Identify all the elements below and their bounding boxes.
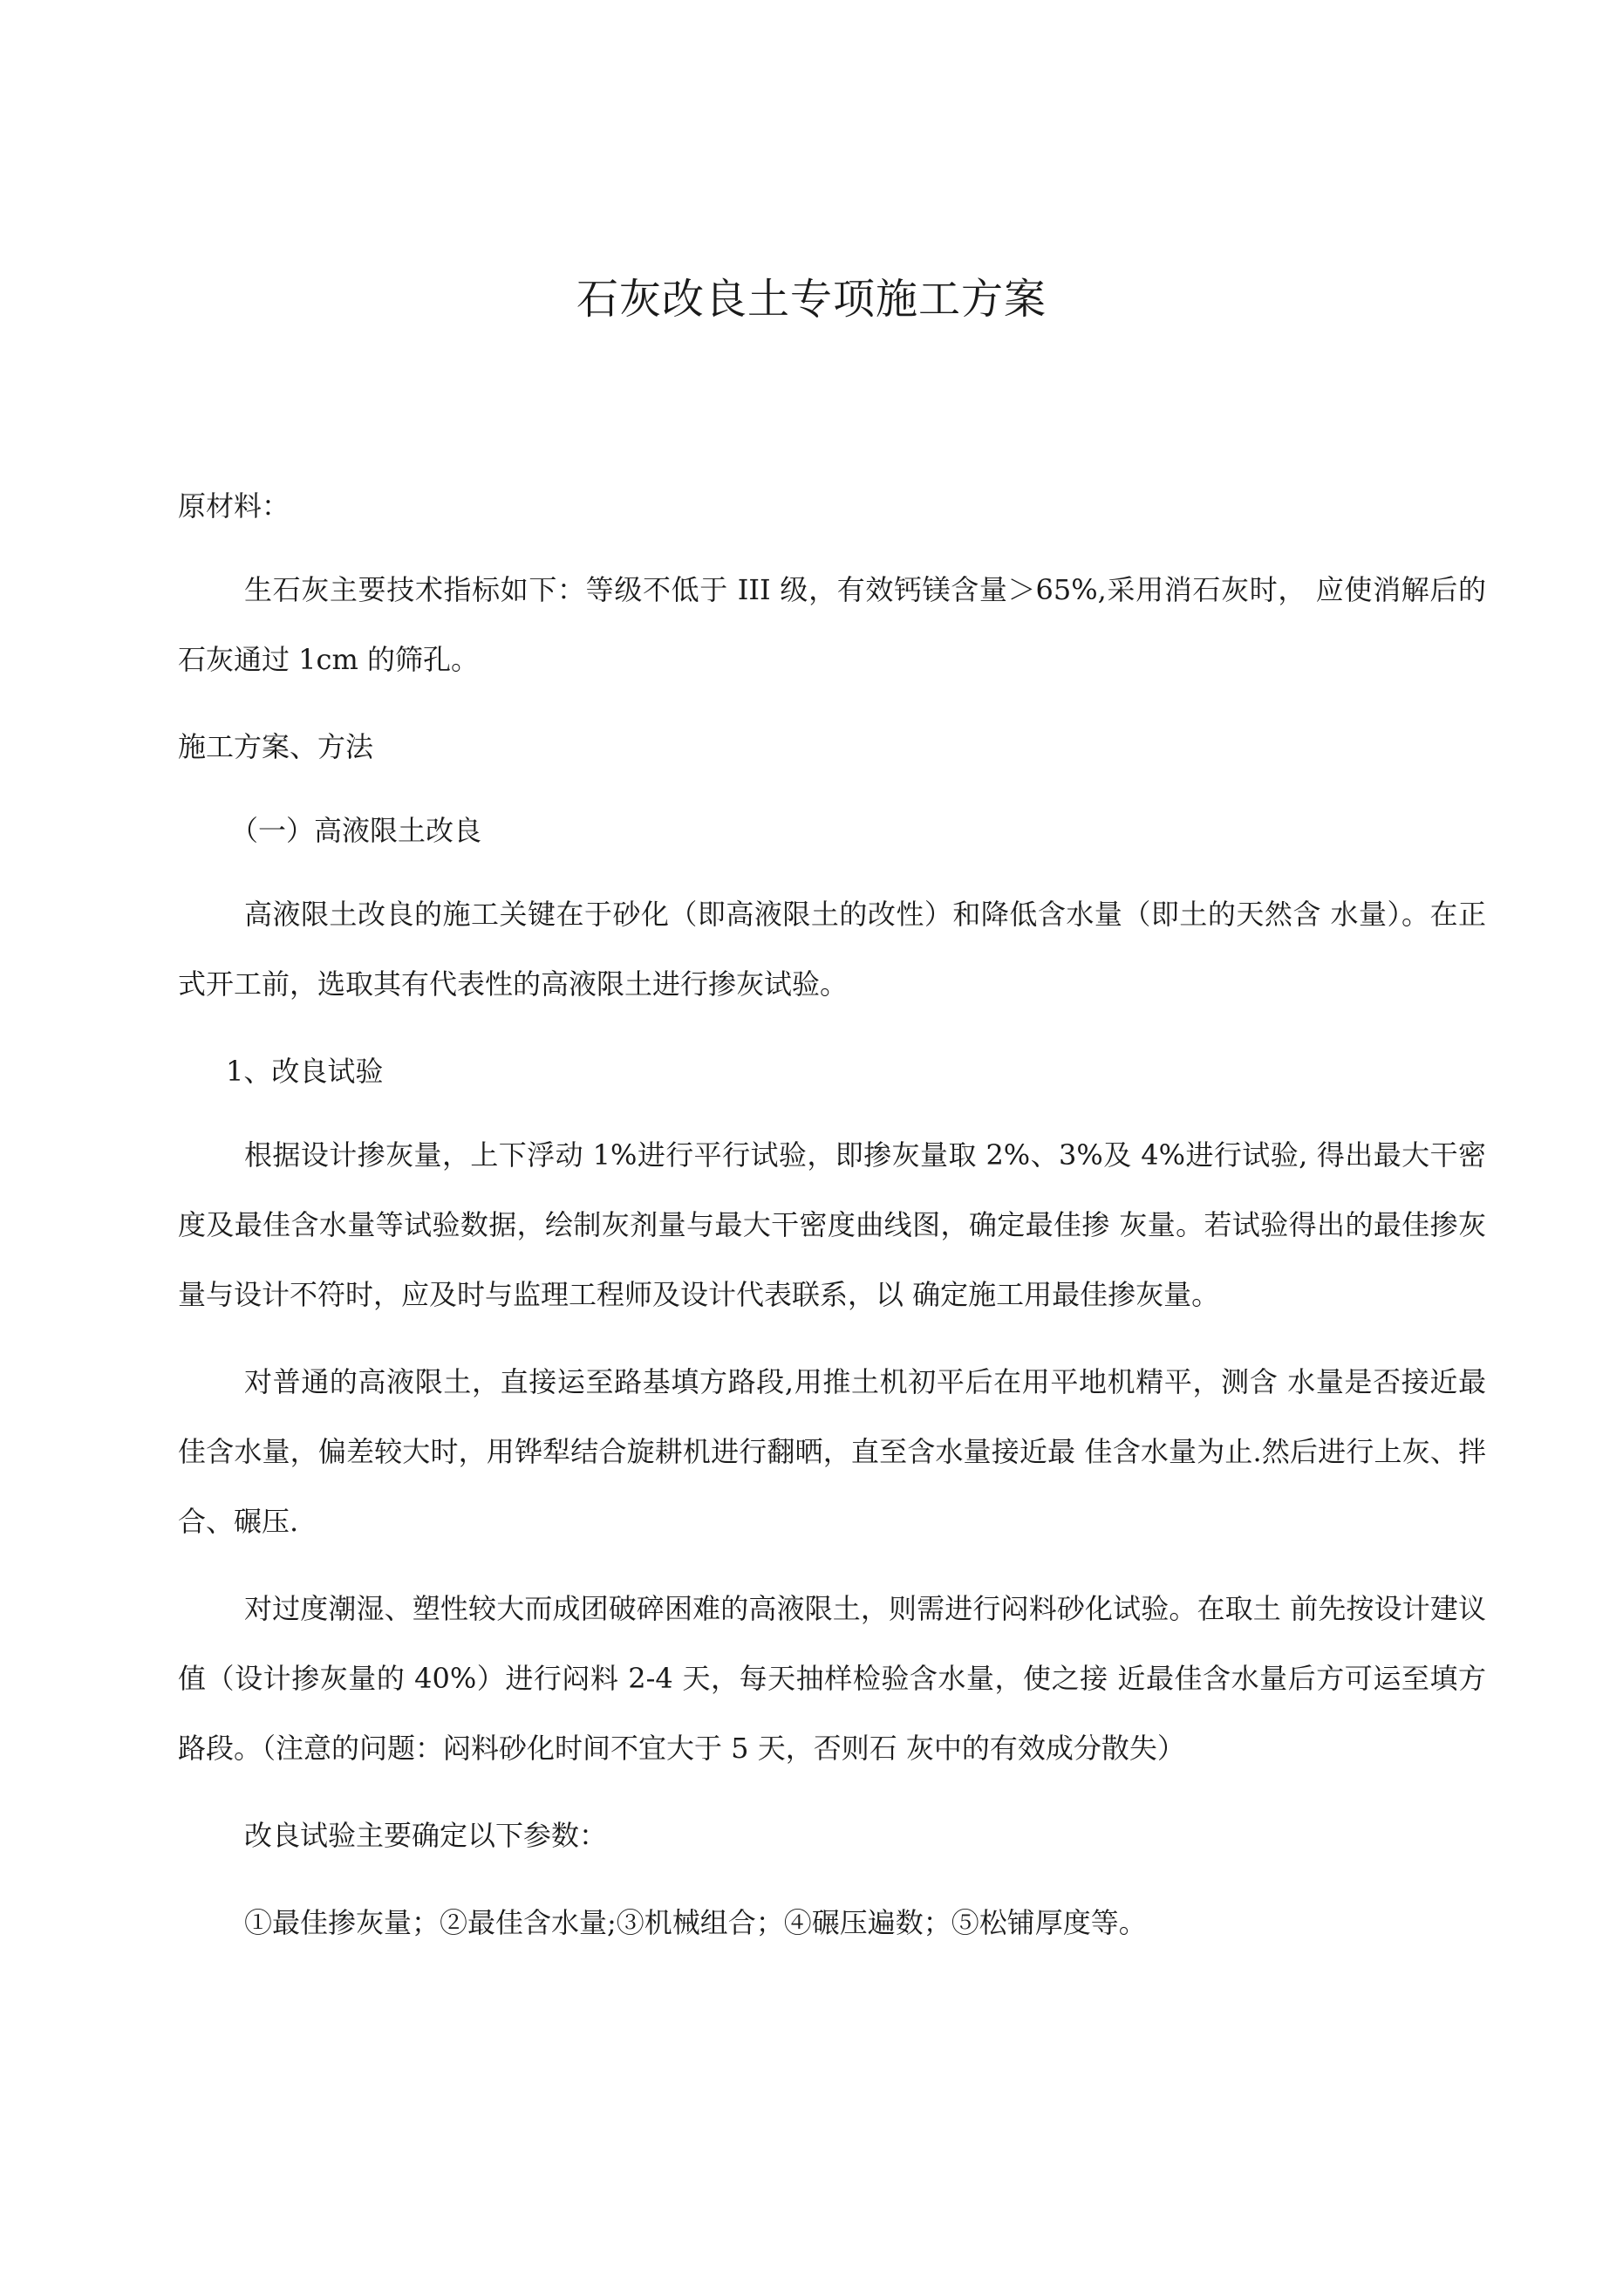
section-heading-raw-materials: 原材料： — [178, 489, 290, 523]
document-title: 石灰改良土专项施工方案 — [576, 275, 1047, 324]
paragraph-improvement-test-2: 对普通的高液限土，直接运至路基填方路段,用推土机初平后在用平地机精平，测含 水量是否接近最佳含水量，偏差较大时，用铧犁结合旋耕机进行翻晒，直至含水量接近最 佳含水量为止.然后进行上灰、拌合、碾压. — [178, 1365, 1486, 1538]
paragraph-improvement-test-1: 根据设计掺灰量，上下浮动 1%进行平行试验，即掺灰量取 2%、3%及 4%进行试验, 得出最大干密度及最佳含水量等试验数据，绘制灰剂量与最大干密度曲线图，确定最佳掺 灰量。若试验得出的最佳掺灰量与设计不符时，应及时与监理工程师及设计代表联系，以 确定施工用最佳掺灰量。 — [178, 1138, 1486, 1311]
document-body — [178, 471, 1486, 1958]
paragraph-improvement-test-5: ①最佳掺灰量；②最佳含水量;③机械组合；④碾压遍数；⑤松铺厚度等。 — [244, 1906, 1147, 1939]
subsection-heading-high-liquid-limit: （一）高液限土改良 — [230, 814, 482, 847]
item-heading-improvement-test: 1、改良试验 — [226, 1055, 384, 1088]
paragraph-improvement-test-4: 改良试验主要确定以下参数： — [244, 1819, 608, 1852]
section-heading-methods: 施工方案、方法 — [178, 730, 374, 763]
paragraph-improvement-test-3: 对过度潮湿、塑性较大而成团破碎困难的高液限土，则需进行闷料砂化试验。在取土 前先按设计建议值（设计掺灰量的 40%）进行闷料 2-4 天，每天抽样检验含水量，使之接 近最佳含水量后方可运至填方路段。（注意的问题：闷料砂化时间不宜大于 5 天，否则石 灰中的有效成分散失） — [178, 1592, 1486, 1765]
paragraph-raw-materials: 生石灰主要技术指标如下：等级不低于 III 级，有效钙镁含量＞65%,采用消石灰时， 应使消解后的石灰通过 1cm 的筛孔。 — [178, 573, 1486, 676]
paragraph-high-liquid-limit-intro: 高液限土改良的施工关键在于砂化（即高液限土的改性）和降低含水量（即土的天然含 水量）。在正式开工前，选取其有代表性的高液限土进行掺灰试验。 — [178, 898, 1486, 1001]
